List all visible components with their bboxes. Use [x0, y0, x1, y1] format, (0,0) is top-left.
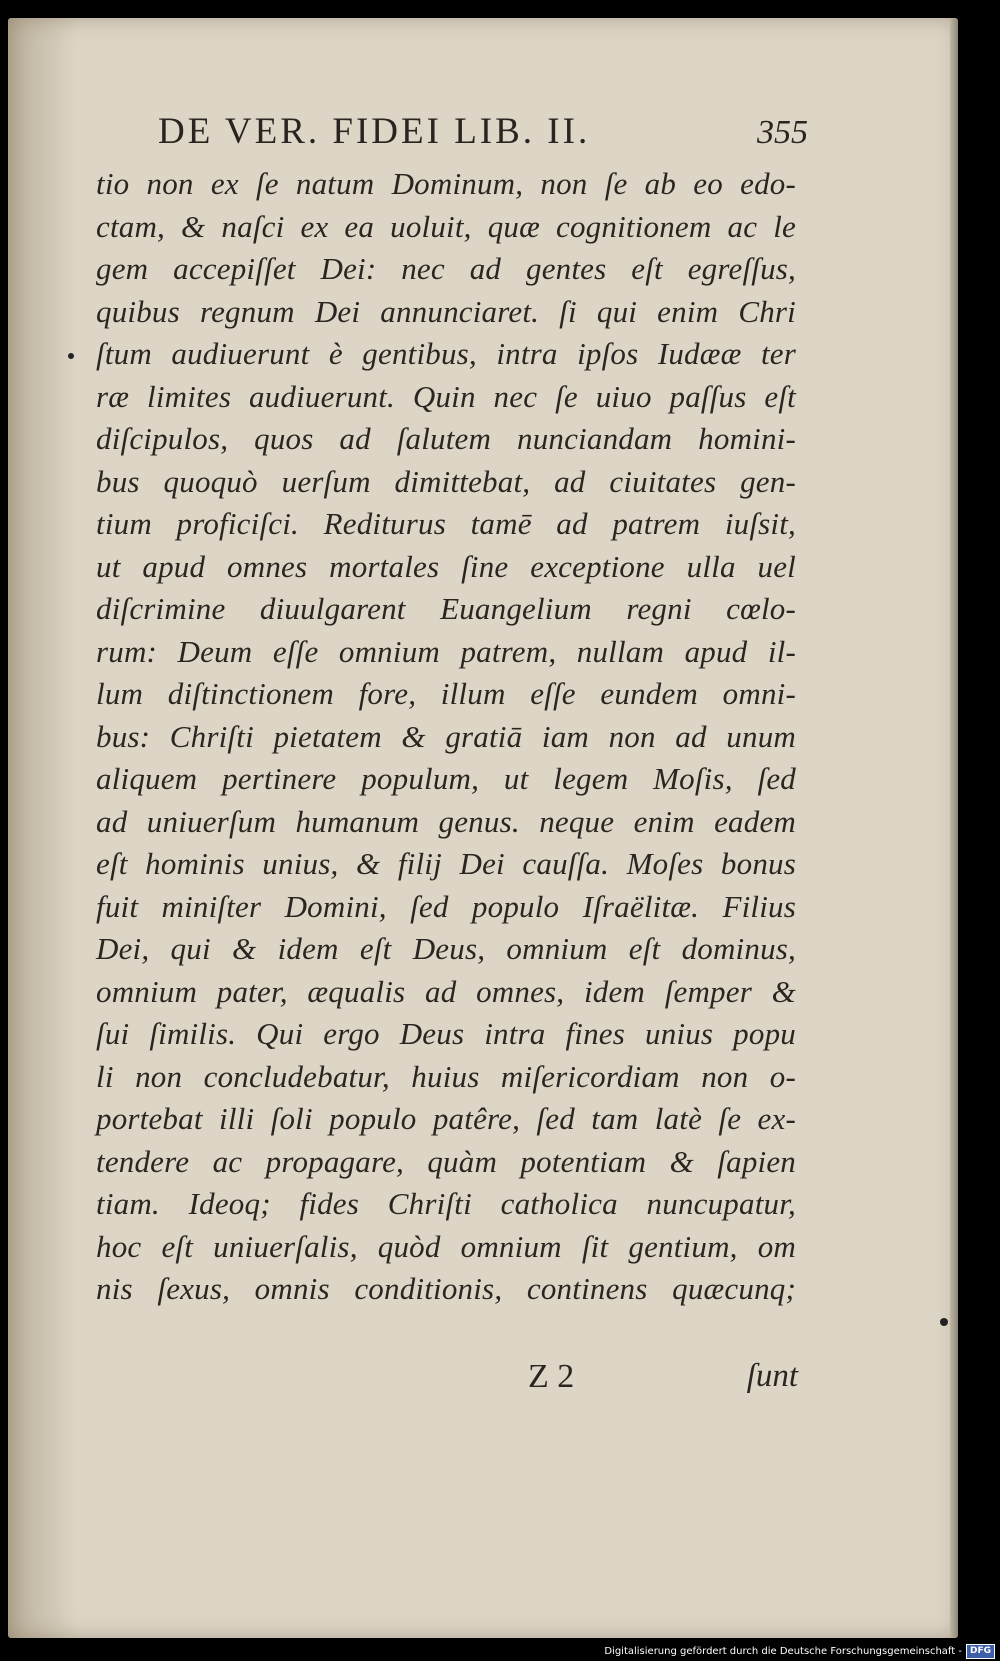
page-number: 355: [757, 114, 808, 151]
text-line: li non concludebatur, huius miſericordiam non o-: [96, 1058, 796, 1094]
dfg-logo[interactable]: DFG: [966, 1644, 995, 1659]
ink-speck: [940, 1318, 948, 1326]
funding-notice-text: Digitalisierung gefördert durch die Deutsche Forschungsgemeinschaft -: [604, 1645, 962, 1657]
text-line: tium proficiſci. Rediturus tamē ad patrem iuſsit,: [96, 506, 796, 541]
text-line: ſui ſimilis. Qui ergo Deus intra fines unius popu: [96, 1016, 796, 1051]
text-line: tendere ac propagare, quàm potentiam & ſapien: [96, 1143, 796, 1179]
text-line: tiam. Ideoq; fides Chriſti catholica nuncupatur,: [96, 1186, 796, 1221]
text-line: nis ſexus, omnis conditionis, continens quæcunq;: [96, 1271, 796, 1306]
running-head: DE VER. FIDEI LIB. II.: [158, 111, 591, 152]
text-line: Dei, qui & idem eſt Deus, omnium eſt dominus,: [96, 931, 796, 966]
text-line: ctam, & naſci ex ea uoluit, quæ cognitionem ac le: [96, 208, 796, 244]
text-line: ad uniuerſum humanum genus. neque enim eadem: [96, 803, 796, 839]
text-line: eſt hominis unius, & filij Dei cauſſa. Moſes bonus: [96, 846, 796, 881]
text-line: ræ limites audiuerunt. Quin nec ſe uiuo paſſus eſt: [96, 378, 796, 414]
text-line: ſtum audiuerunt è gentibus, intra ipſos Iudææ ter: [96, 336, 796, 371]
funding-notice: [600, 1643, 995, 1659]
text-line: diſcipulos, quos ad ſalutem nunciandam homini-: [96, 421, 796, 456]
page-edge: [950, 18, 958, 1638]
text-line: quibus regnum Dei annunciaret. ſi qui enim Chri: [96, 293, 796, 329]
book-page: [8, 18, 958, 1638]
text-line: fuit miniſter Domini, ſed populo Iſraëlitæ. Filius: [96, 888, 796, 924]
text-line: aliquem pertinere populum, ut legem Moſis, ſed: [96, 761, 796, 796]
text-line: omnium pater, æqualis ad omnes, idem ſemper &: [96, 973, 796, 1009]
text-line: rum: Deum eſſe omnium patrem, nullam apud il-: [96, 633, 796, 669]
catchword: ſunt: [746, 1358, 798, 1394]
text-line: ut apud omnes mortales ſine exceptione ulla uel: [96, 548, 796, 584]
signature-mark: Z 2: [528, 1358, 575, 1395]
text-line: portebat illi ſoli populo patêre, ſed tam latè ſe ex-: [96, 1101, 796, 1136]
text-line: bus: Chriſti pietatem & gratiā iam non ad unum: [96, 718, 796, 754]
text-line: hoc eſt uniuerſalis, quòd omnium ſit gentium, om: [96, 1228, 796, 1264]
ink-speck: [68, 353, 74, 359]
page-header: [158, 110, 808, 160]
text-line: diſcrimine diuulgarent Euangelium regni cœlo-: [96, 591, 796, 626]
text-line: bus quoquò uerſum dimittebat, ad ciuitates gen-: [96, 463, 796, 499]
page-footer: [528, 1358, 798, 1403]
text-line: lum diſtinctionem fore, illum eſſe eundem omni-: [96, 676, 796, 711]
text-line: tio non ex ſe natum Dominum, non ſe ab eo edo-: [96, 166, 796, 201]
text-line: gem accepiſſet Dei: nec ad gentes eſt egreſſus,: [96, 251, 796, 286]
body-text: [96, 163, 796, 1311]
